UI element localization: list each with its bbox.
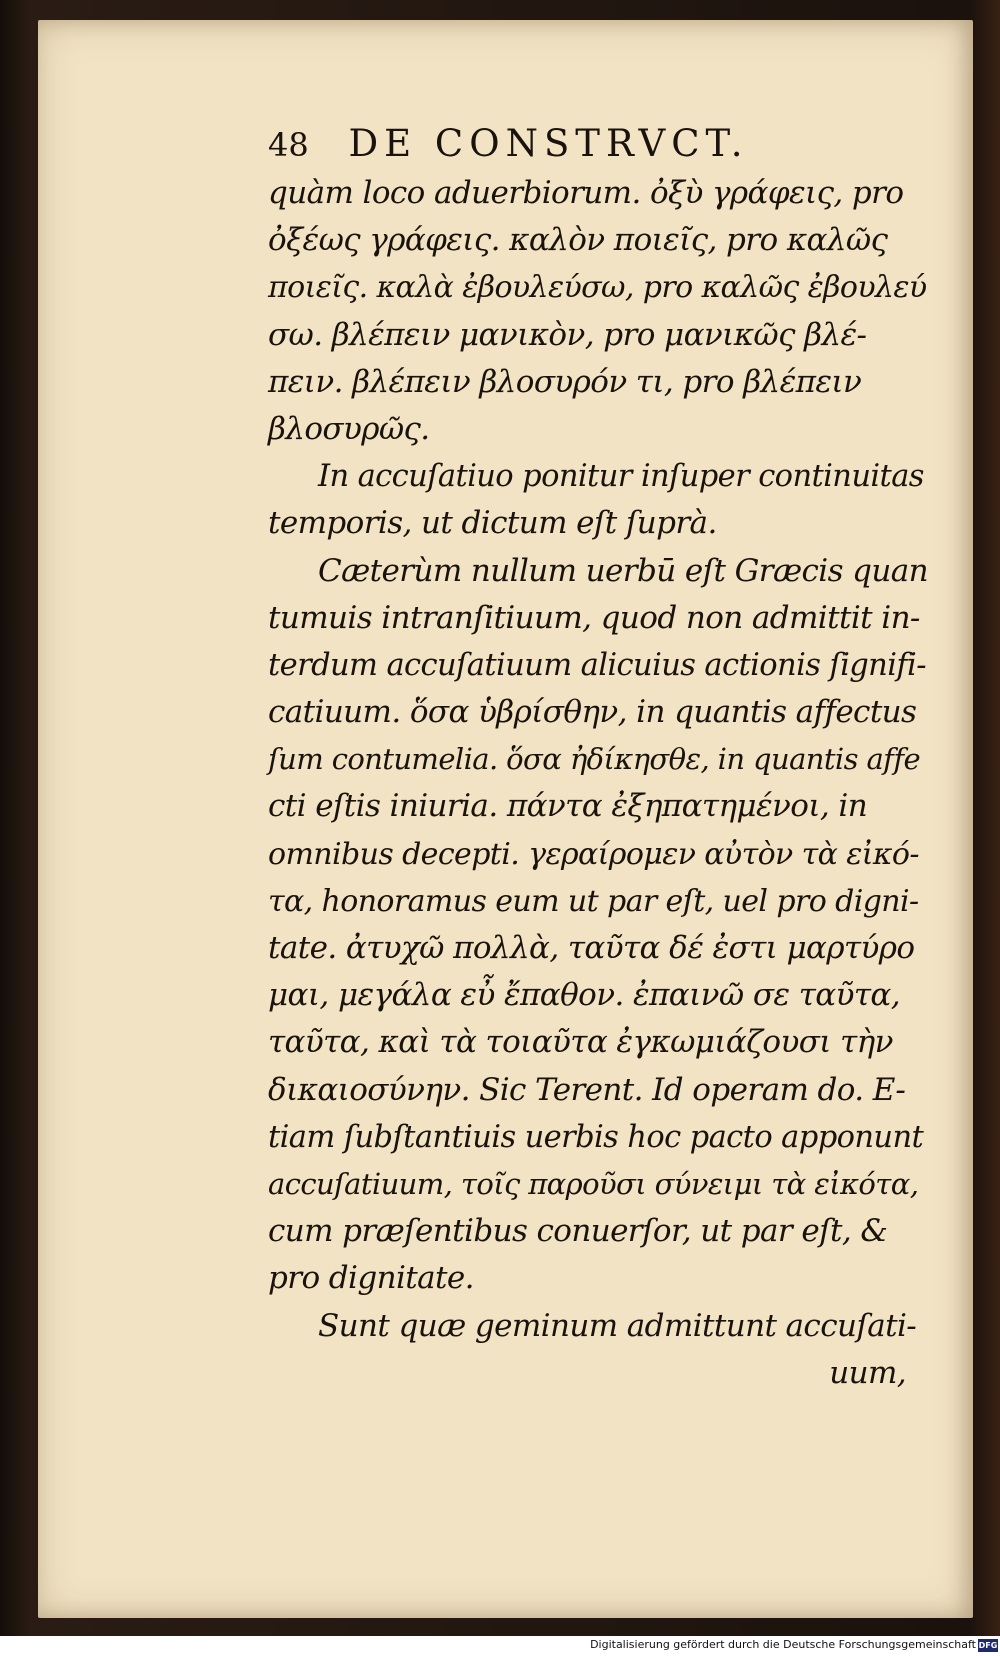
- text-line: cti eſtis iniuria. πάντα ἐξηπατημένοι, in: [268, 788, 868, 825]
- text-line: βλοσυρῶς.: [268, 410, 430, 447]
- digitization-footer: [0, 1636, 1000, 1656]
- text-line: quàm loco aduerbiorum. ὀξὺ γράφεις, pro: [268, 175, 904, 211]
- text-line: τα, honoramus eum ut par eſt, uel pro digni-: [268, 883, 919, 919]
- text-line: accuſatiuum, τοῖς παροῦσι σύνειμι τὰ εἰκότα,: [268, 1166, 919, 1201]
- paragraph-start-line: Sunt quæ geminum admittunt accuſati-: [318, 1307, 917, 1344]
- paragraph-start-line: In accuſatiuo ponitur inſuper continuitas: [318, 459, 924, 495]
- body-text: [268, 170, 928, 1397]
- catchword-line: uum,: [829, 1354, 906, 1391]
- funding-credit: Digitalisierung gefördert durch die Deutsche Forschungsgemeinschaft: [590, 1638, 976, 1651]
- paragraph-start-line: Cæterùm nullum uerbū eſt Græcis quan: [318, 552, 929, 589]
- running-title: DE CONSTRVCT.: [348, 122, 749, 165]
- text-line: omnibus decepti. γεραίρομεν αὐτὸν τὰ εἰκό-: [268, 836, 919, 872]
- running-head: [268, 122, 948, 170]
- text-line: ταῦτα, καὶ τὰ τοιαῦτα ἐγκωμιάζουσι τὴν: [268, 1024, 893, 1061]
- text-line: pro dignitate.: [268, 1260, 474, 1297]
- text-line: ſum contumelia. ὅσα ἠδίκησθε, in quantis affe: [268, 742, 921, 777]
- text-line: ποιεῖς. καλὰ ἐβουλεύσω, pro καλῶς ἐβουλεύ: [268, 270, 927, 306]
- text-line: μαι, μεγάλα εὖ ἔπαθον. ἐπαινῶ σε ταῦτα,: [268, 977, 900, 1014]
- text-line: πειν. βλέπειν βλοσυρόν τι, pro βλέπειν: [268, 363, 862, 400]
- text-line: tiam ſubſtantiuis uerbis hoc pacto apponunt: [268, 1119, 924, 1155]
- text-line: catiuum. ὅσα ὑβρίσθην, in quantis affectus: [268, 694, 917, 731]
- text-line: σω. βλέπειν μανικὸν, pro μανικῶς βλέ-: [268, 316, 867, 353]
- text-line: δικαιοσύνην. Sic Terent. Id operam do. E-: [268, 1071, 906, 1108]
- page-number: 48: [268, 126, 309, 164]
- dfg-logo-icon: DFG: [978, 1641, 998, 1650]
- text-line: tate. ἀτυχῶ πολλὰ, ταῦτα δέ ἐστι μαρτύρο: [268, 930, 915, 966]
- text-line: temporis, ut dictum eſt ſuprà.: [268, 505, 717, 542]
- text-line: tumuis intranſitiuum, quod non admittit in-: [268, 599, 920, 636]
- text-line: cum præſentibus conuerſor, ut par eſt, &: [268, 1213, 888, 1250]
- text-line: ὀξέως γράφεις. καλὸν ποιεῖς, pro καλῶς: [268, 222, 888, 259]
- text-line: terdum accuſatiuum alicuius actionis ſignifi-: [268, 647, 926, 683]
